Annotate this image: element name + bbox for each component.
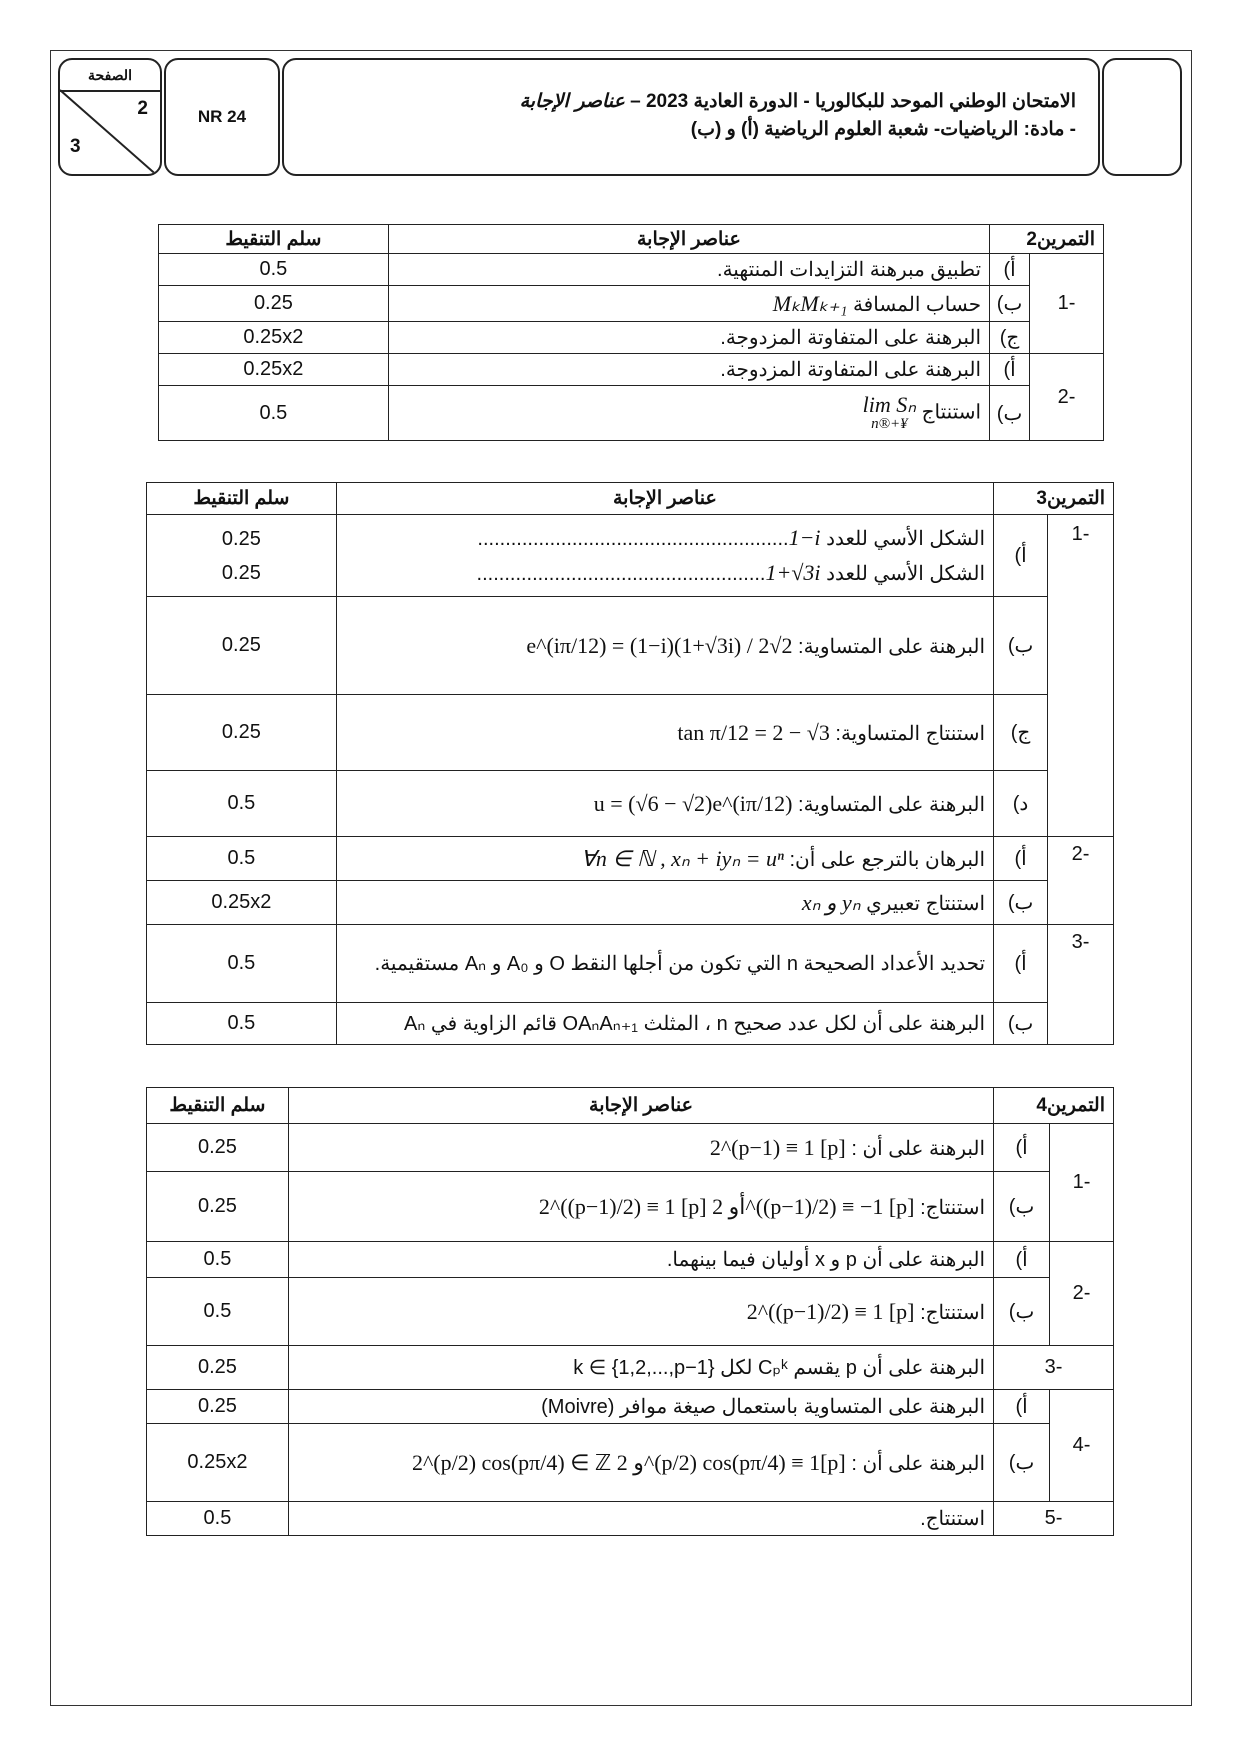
sub-item: أ) bbox=[994, 925, 1048, 1003]
answer-cell bbox=[336, 695, 993, 771]
math-expression: lim Sₙ bbox=[862, 392, 917, 417]
sub-item: ب) bbox=[990, 386, 1030, 441]
answer-text: البرهنة على المتساوية: bbox=[798, 793, 986, 816]
sub-item: أ) bbox=[994, 1242, 1050, 1278]
answer-line bbox=[345, 556, 985, 591]
score-value: 0.25 bbox=[147, 1172, 289, 1242]
answer-text: استنتاج. bbox=[288, 1502, 993, 1536]
math-expression: u = (√6 − √2)e^(iπ/12) bbox=[593, 790, 793, 816]
score-value: 0.25x2 bbox=[147, 881, 337, 925]
answer-text: تطبيق مبرهنة التزايدات المنتهية. bbox=[388, 254, 989, 286]
answer-text: استنتاج تعبيري bbox=[866, 892, 986, 915]
item-number: -1 bbox=[1030, 254, 1104, 354]
exam-title-box bbox=[282, 58, 1100, 176]
sub-item: أ) bbox=[994, 1390, 1050, 1424]
score-value: 0.25 bbox=[221, 561, 261, 584]
page-number-box bbox=[58, 58, 162, 176]
answer-text: الشكل الأسي للعدد bbox=[826, 527, 986, 550]
math-expression: xₙ و yₙ bbox=[801, 889, 861, 915]
item-number: -3 bbox=[994, 1346, 1114, 1390]
sub-item: أ) bbox=[994, 515, 1048, 597]
answers-header: عناصر الإجابة bbox=[288, 1088, 993, 1124]
math-expression: MₖMₖ₊₁ bbox=[772, 290, 848, 316]
item-number: -2 bbox=[1050, 1242, 1114, 1346]
exam-subject-line: - مادة: الرياضيات- شعبة العلوم الرياضية (أ) و (ب) bbox=[690, 119, 1076, 140]
score-value: 0.5 bbox=[147, 1278, 289, 1346]
answer-text: البرهنة على أن p و x أوليان فيما بينهما. bbox=[288, 1242, 993, 1278]
answer-text: البرهنة على المتفاوتة المزدوجة. bbox=[388, 354, 989, 386]
dot-leader: .................................................... bbox=[476, 562, 766, 585]
sub-item: ب) bbox=[994, 1003, 1048, 1045]
score-value: 0.5 bbox=[147, 771, 337, 837]
exam-code: NR 24 bbox=[164, 58, 280, 176]
sub-item: ج) bbox=[994, 695, 1048, 771]
answer-text: البرهنة على أن : bbox=[851, 1452, 986, 1475]
item-number: -1 bbox=[1048, 515, 1114, 837]
answer-cell bbox=[288, 1172, 993, 1242]
answer-text: البرهنة على المتساوية باستعمال صيغة موافر (Moivre) bbox=[288, 1390, 993, 1424]
exercise-4-table bbox=[146, 1087, 1114, 1536]
math-subscript: n®+¥ bbox=[871, 416, 908, 432]
answer-cell bbox=[336, 597, 993, 695]
answer-text: استنتاج: bbox=[920, 1301, 986, 1324]
score-value: 0.5 bbox=[159, 254, 389, 286]
sub-item: ب) bbox=[990, 286, 1030, 322]
sub-item: ب) bbox=[994, 1172, 1050, 1242]
score-value: 0.5 bbox=[147, 837, 337, 881]
answer-cell bbox=[288, 1124, 993, 1172]
score-value: 0.5 bbox=[147, 1003, 337, 1045]
answer-text: استنتاج bbox=[921, 401, 982, 424]
answer-cell bbox=[336, 837, 993, 881]
score-value: 0.25 bbox=[147, 1390, 289, 1424]
score-header: سلم التنقيط bbox=[147, 1088, 289, 1124]
score-value: 0.25 bbox=[147, 1346, 289, 1390]
answer-text: البرهان بالترجع على أن: bbox=[789, 848, 986, 871]
page-total: 3 bbox=[70, 136, 81, 157]
exercise-3-title: التمرين3 bbox=[994, 483, 1114, 515]
item-number: -2 bbox=[1048, 837, 1114, 925]
answer-text: استنتاج المتساوية: bbox=[835, 722, 986, 745]
sub-item: أ) bbox=[994, 837, 1048, 881]
exercise-4-title: التمرين4 bbox=[994, 1088, 1114, 1124]
answer-cell bbox=[336, 515, 993, 597]
answer-text: الشكل الأسي للعدد bbox=[826, 562, 986, 585]
score-value: 0.5 bbox=[147, 1242, 289, 1278]
answer-text: حساب المسافة bbox=[852, 293, 982, 316]
item-number: -5 bbox=[994, 1502, 1114, 1536]
math-expression: 1+√3i bbox=[765, 559, 821, 585]
sub-item: ج) bbox=[990, 322, 1030, 354]
sub-item: ب) bbox=[994, 1278, 1050, 1346]
page-number: 2 bbox=[137, 98, 148, 119]
score-value: 0.25x2 bbox=[147, 1424, 289, 1502]
math-expression: tan π/12 = 2 − √3 bbox=[677, 719, 830, 745]
answer-cell bbox=[388, 286, 989, 322]
answers-header: عناصر الإجابة bbox=[388, 225, 989, 254]
sub-item: ب) bbox=[994, 1424, 1050, 1502]
answer-text: البرهنة على أن : bbox=[851, 1137, 986, 1160]
sub-item: ب) bbox=[994, 597, 1048, 695]
score-value: 0.5 bbox=[159, 386, 389, 441]
sub-item: د) bbox=[994, 771, 1048, 837]
sub-item: أ) bbox=[990, 354, 1030, 386]
exam-title-line1 bbox=[284, 88, 1076, 115]
score-header: سلم التنقيط bbox=[147, 483, 337, 515]
score-value: 0.25 bbox=[147, 695, 337, 771]
item-number: -3 bbox=[1048, 925, 1114, 1045]
answer-text: تحديد الأعداد الصحيحة n التي تكون من أجلها النقط O و A₀ و Aₙ مستقيمية. bbox=[336, 925, 993, 1003]
answer-cell bbox=[288, 1278, 993, 1346]
exercise-2-table bbox=[158, 224, 1104, 441]
math-expression: 2^((p−1)/2) ≡ 1 [p] bbox=[746, 1298, 915, 1324]
answer-text: البرهنة على أن لكل عدد صحيح n ، المثلث OAₙAₙ₊₁ قائم الزاوية في Aₙ bbox=[336, 1003, 993, 1045]
exam-title-prefix: الامتحان الوطني الموحد للبكالوريا - الدورة العادية 2023 – bbox=[630, 91, 1076, 112]
sub-item: ب) bbox=[994, 881, 1048, 925]
score-value: 0.25 bbox=[147, 597, 337, 695]
score-cell bbox=[147, 515, 337, 597]
math-expression: 2^(p−1) ≡ 1 [p] bbox=[709, 1134, 846, 1160]
sub-item: أ) bbox=[994, 1124, 1050, 1172]
answer-text: البرهنة على المتساوية: bbox=[798, 635, 986, 658]
score-value: 0.25x2 bbox=[159, 354, 389, 386]
answer-cell bbox=[336, 771, 993, 837]
answer-cell bbox=[336, 881, 993, 925]
score-header: سلم التنقيط bbox=[159, 225, 389, 254]
answer-text: البرهنة على المتفاوتة المزدوجة. bbox=[388, 322, 989, 354]
exam-title-script: عناصر الإجابة bbox=[519, 90, 625, 112]
answer-text: البرهنة على أن p يقسم Cₚᵏ لكل k ∈ {1,2,...,p−1} bbox=[288, 1346, 993, 1390]
answers-header: عناصر الإجابة bbox=[336, 483, 993, 515]
score-value: 0.25 bbox=[221, 527, 261, 550]
score-value: 0.5 bbox=[147, 1502, 289, 1536]
math-expression: 2^((p−1)/2) ≡ 1 [p] أو 2^((p−1)/2) ≡ −1 [p] bbox=[538, 1193, 915, 1219]
math-expression: 1−i bbox=[788, 524, 821, 550]
item-number: -4 bbox=[1050, 1390, 1114, 1502]
item-number: -1 bbox=[1050, 1124, 1114, 1242]
answer-cell bbox=[288, 1424, 993, 1502]
page-label: الصفحة bbox=[60, 60, 160, 92]
math-expression: e^(iπ/12) = (1−i)(1+√3i) / 2√2 bbox=[526, 632, 793, 658]
score-value: 0.25x2 bbox=[159, 322, 389, 354]
math-expression: ∀n ∈ ℕ , xₙ + iyₙ = uⁿ bbox=[580, 845, 784, 871]
item-number: -2 bbox=[1030, 354, 1104, 441]
answer-cell bbox=[388, 386, 989, 441]
score-value: 0.5 bbox=[147, 925, 337, 1003]
sub-item: أ) bbox=[990, 254, 1030, 286]
exercise-3-table bbox=[146, 482, 1114, 1045]
score-value: 0.25 bbox=[147, 1124, 289, 1172]
exercise-2-title: التمرين2 bbox=[990, 225, 1104, 254]
header-empty-box bbox=[1102, 58, 1182, 176]
answer-text: استنتاج: bbox=[920, 1196, 986, 1219]
dot-leader: ........................................................ bbox=[477, 527, 789, 550]
answer-line bbox=[345, 521, 985, 556]
score-value: 0.25 bbox=[159, 286, 389, 322]
math-expression: 2^(p/2) cos(pπ/4) ∈ ℤ و 2^(p/2) cos(pπ/4) ≡ 1[p] bbox=[411, 1449, 846, 1475]
